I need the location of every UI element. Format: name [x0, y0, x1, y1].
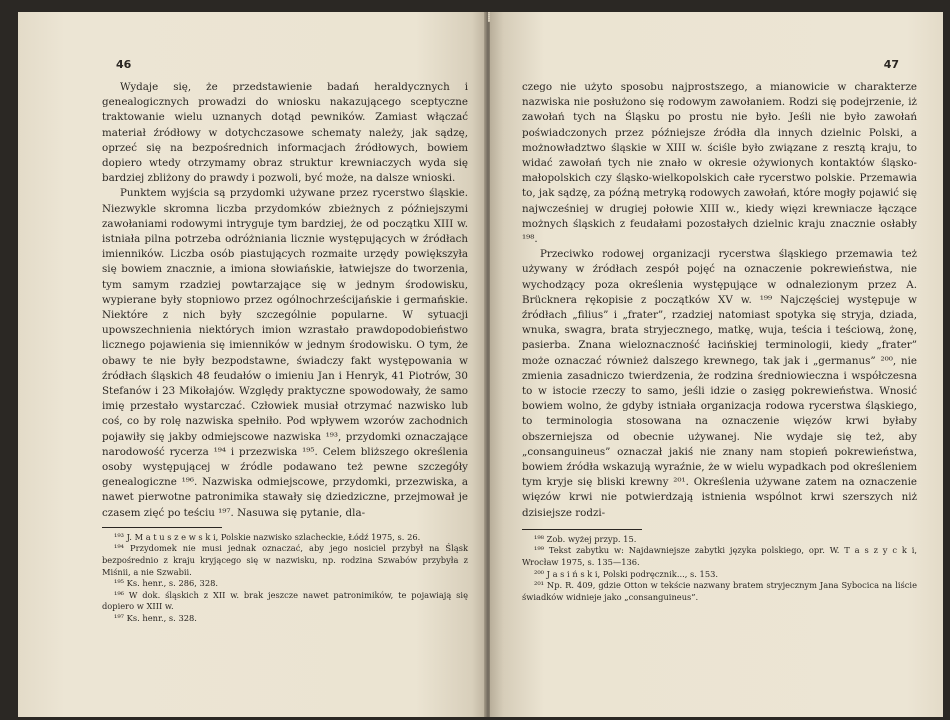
footnote: ¹⁹⁸ Zob. wyżej przyp. 15. [534, 533, 637, 544]
footnote: ¹⁹⁷ Ks. henr., s. 328. [114, 613, 197, 624]
footnotes [522, 534, 917, 604]
paragraph: Punktem wyjścia są przydomki używane przez rycerstwo śląskie. Niezwykle skromna liczba przydomków zbieżnych z późniejszymi zawołaniami rodowymi intryguje tym bardziej, że od początku XIII w. istniała pilna potrzeba odróżniania licznie występujących w źródłach imienników. Liczba osób piastujących rozmaite urzędy powiększyła się bowiem znacznie, a imiona słowiańskie, łatwiejsze do tworzenia, tym samym rzadziej powtarzające się w jednym środowisku, wypierane były stopniowo przez ogólnochrześcijańskie i germańskie. Niektóre z nich były szczególnie popularne. W sytuacji upowszechnienia niektórych imion wzrastało prawdopodobieństwo licznego pojawienia się imienników w jednym środowisku. O tym, że obawy te nie były bezpodstawne, świadczy fakt występowania w źródłach śląskich 48 feudałów o imieniu Jan i Henryk, 41 Piotrów, 30 Stefanów i 23 Mikołajów. Względy praktyczne spowodowały, że samo imię przestało wystarczać. Człowiek musiał otrzymać nazwisko lub coś, co by rolę nazwiska spełniło. Pod wpływem wzorów zachodnich pojawiły się jakby odmiejscowe nazwiska ¹⁹³, przydomki oznaczające narodowość rycerza ¹⁹⁴ i przezwiska ¹⁹⁵. Celem bliższego określenia osoby występującej w źródle podawano też pewne szczegóły genealogiczne ¹⁹⁶. Nazwiska odmiejscowe, przydomki, przezwiska, a nawet pierwotne patronimika stawały się dziedziczne, przejmował je czasem zięć po teściu ¹⁹⁷. Nasuwa się pytanie, dla- [102, 187, 468, 519]
footnotes [102, 532, 468, 625]
page-number: 46 [116, 58, 132, 71]
paragraph: Przeciwko rodowej organizacji rycerstwa śląskiego przemawia też używany w źródłach zespół pojęć na oznaczenie pokrewieństwa, nie wychodzący poza określenia występujące w odnalezionym przez A. Brücknera rękopisie z początków XV w. ¹⁹⁹ Najczęściej występuje w źródłach „filius” i „frater”, rzadziej natomiast spotyka się stryja, dziada, wnuka, swagra, brata stryjecznego, matkę, wuja, teścia i teściową, żonę, pasierba. Znana wieloznaczność łacińskiej terminologii, kiedy „frater” może oznaczać również dalszego krewnego, tak jak i „germanus” ²⁰⁰, nie zmienia zasadniczo twierdzenia, że rodzina średniowieczna i współczesna to w istocie rzeczy to samo, jeśli idzie o zasięg pokrewieństwa. Wnosić bowiem wolno, że gdyby istniała organizacja rodowa rycerstwa śląskiego, to terminologia stosowana na oznaczenie więzów krwi byłaby obszerniejsza od obecnie używanej. Nie wydaje się też, aby „consanguineus” oznaczał jakiś nie znany nam stopień pokrewieństwa, bowiem źródła wskazują wyraźnie, że w wielu wypadkach pod określeniem tym kryje się bliski krewny ²⁰¹. Określenia używane zatem na oznaczenie więzów krwi nie potwierdzają istnienia wspólnot krwi szerszych niż dzisiejsze rodzi- [522, 248, 917, 519]
footnote: ²⁰¹ Np. R. 409, gdzie Otton w tekście nazwany bratem stryjecznym Jana Sybocica na liście świadków widnieje jako „consanguineus”. [522, 580, 917, 602]
page-body [522, 80, 917, 521]
footnote: ¹⁹³ J. M a t u s z e w s k i, Polskie nazwisko szlacheckie, Łódź 1975, s. 26. [114, 531, 421, 542]
footnote: ¹⁹⁵ Ks. henr., s. 286, 328. [114, 578, 219, 589]
footnote-rule [522, 529, 642, 530]
paragraph: czego nie użyto sposobu najprostszego, a mianowicie w charakterze nazwiska nie posłużono się rodowym zawołaniem. Rodzi się podejrzenie, iż zawołań tych na Śląsku po prostu nie było. Jeśli nie było zawołań poświadczonych przez późniejsze źródła dla innych dzielnic Polski, a możnowładztwo śląskie w XIII w. ściśle było związane z resztą kraju, to widać zawołań tych nie znało w okresie ożywionych kontaktów śląsko-małopolskich czy śląsko-wielkopolskich całe rycerstwo polskie. Przemawia to, jak sądzę, za późną metryką rodowych zawołań, które mogły pojawić się najwcześniej w drugiej połowie XIII w., kiedy więzi krewniacze łączące możnych śląskich z feudałami pozostałych dzielnic kraju znacznie osłabły ¹⁹⁸. [522, 81, 917, 246]
footnote: ²⁰⁰ J a s i ń s k i, Polski podręcznik..., s. 153. [534, 568, 719, 579]
footnote: ¹⁹⁹ Tekst zabytku w: Najdawniejsze zabytki języka polskiego, opr. W. T a s z y c k i, Wrocław 1975, s. 135—136. [522, 545, 917, 568]
book-spread [18, 12, 943, 717]
left-page [18, 12, 486, 717]
footnote: ¹⁹⁴ Przydomek nie musi jednak oznaczać, aby jego nosiciel przybył na Śląsk bezpośrednio z kraju kryjącego się w nazwisku, np. rodzina Szwabów przybyła z Miśnii, a nie Szwabii. [102, 543, 468, 577]
right-page [490, 12, 943, 717]
footnote-rule [102, 527, 222, 528]
page-number: 47 [883, 58, 899, 71]
footnote: ¹⁹⁶ W dok. śląskich z XII w. brak jeszcze nawet patronimików, te pojawiają się dopiero w XIII w. [102, 589, 468, 612]
page-body [102, 80, 468, 521]
paragraph: Wydaje się, że przedstawienie badań heraldycznych i genealogicznych prowadzi do wniosku nakazującego sceptyczne traktowanie wielu uznanych dotąd pewników. Zamiast włączać materiał źródłowy w dotychczasowe schematy należy, jak sądzę, oprzeć się na bezpośrednich informacjach źródłowych, bowiem dopiero wtedy otrzymamy obraz struktur krewniaczych wyda się bardziej zbliżony do prawdy i pozwoli, być może, na dalsze wnioski. [102, 81, 468, 185]
